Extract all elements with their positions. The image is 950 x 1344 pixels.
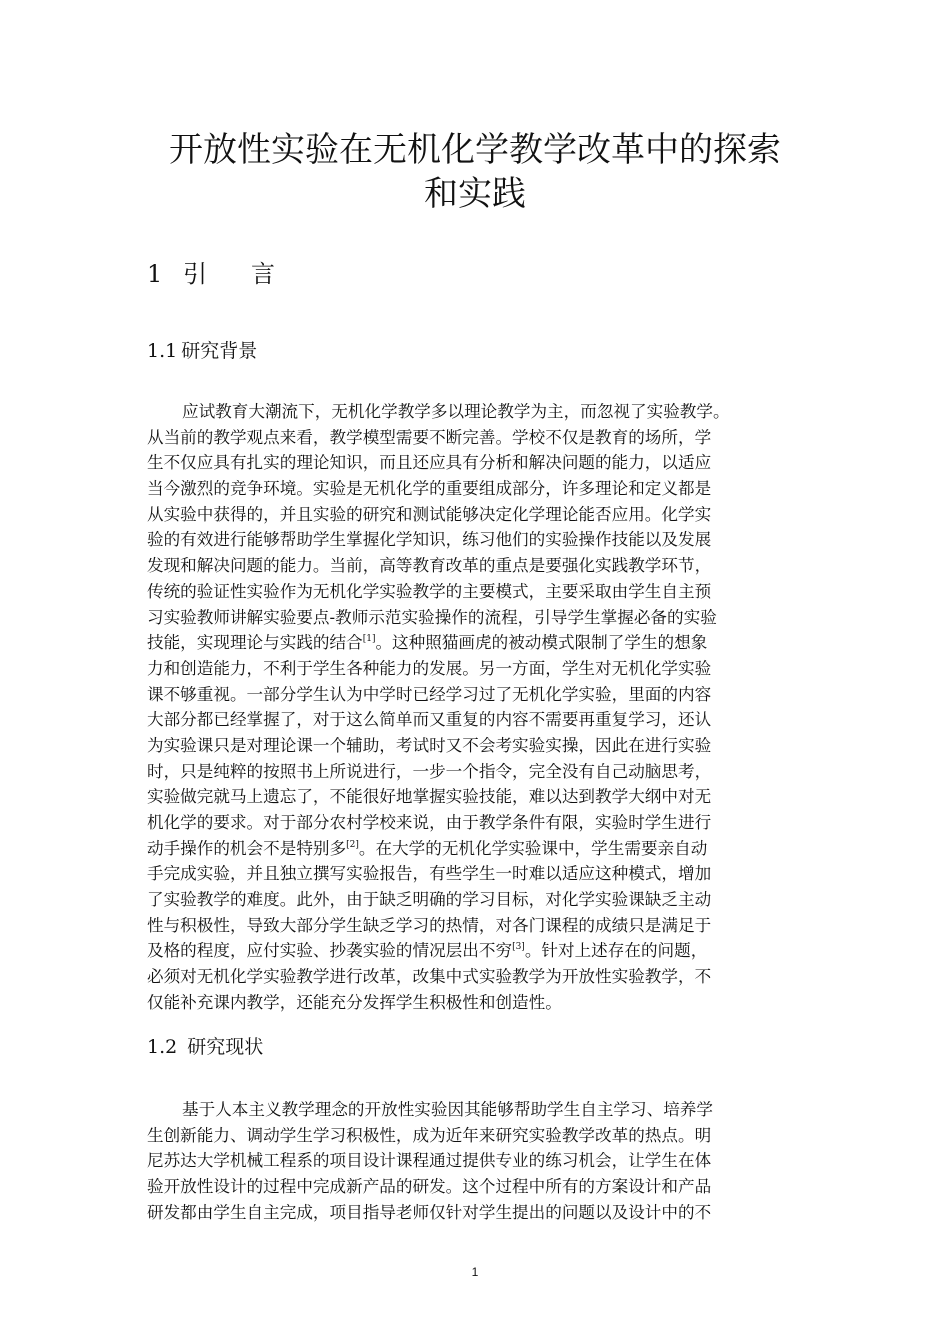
text-line: 必须对无机化学实验教学进行改革，改集中式实验教学为开放性实验教学，不 [147,967,712,987]
subsection-heading-1-1 [147,337,257,365]
paragraph-status [147,1097,807,1225]
text-line: 验开放性设计的过程中完成新产品的研发。这个过程中所有的方案设计和产品 [147,1177,712,1197]
text-fragment: 技能，实现理论与实践的结合 [147,633,363,653]
text-line: 应试教育大潮流下，无机化学教学多以理论教学为主，而忽视了实验教学。 [182,402,730,421]
subsection-title: 研究背景 [181,340,258,362]
text-line: 力和创造能力，不利于学生各种能力的发展。另一方面，学生对无机化学实验 [147,658,712,678]
section-title: 引言 [183,260,319,288]
text-line: 从实验中获得的，并且实验的研究和测试能够决定化学理论能否应用。化学实 [147,504,712,524]
paper-title [0,128,950,216]
text-line: 了实验教学的难度。此外，由于缺乏明确的学习目标，对化学实验课缺乏主动 [147,890,712,910]
text-fragment: 及格的程度，应付实验、抄袭实验的情况层出不穷 [147,941,513,961]
subsection-number: 1.2 [147,1036,178,1058]
text-line: 手完成实验，并且独立撰写实验报告，有些学生一时难以适应这种模式，增加 [147,864,712,884]
text-line [147,630,807,656]
text-line: 仅能补充课内教学，还能充分发挥学生积极性和创造性。 [147,992,562,1012]
section-number: 1 [147,260,163,288]
text-line [147,836,807,862]
text-line: 研发都由学生自主完成，项目指导老师仅针对学生提出的问题以及设计中的不 [147,1202,712,1222]
page-number: 1 [471,1265,479,1279]
text-line: 大部分都已经掌握了，对于这么简单而又重复的内容不需要再重复学习，还认 [147,710,712,730]
subsection-heading-1-2 [147,1033,263,1061]
text-line: 尼苏达大学机械工程系的项目设计课程通过提供专业的练习机会，让学生在体 [147,1151,712,1171]
text-line: 时，只是纯粹的按照书上所说进行，一步一个指令，完全没有自己动脑思考， [147,761,712,781]
title-line-2: 和实践 [424,174,526,214]
text-line: 传统的验证性实验作为无机化学实验教学的主要模式，主要采取由学生自主预 [147,581,712,601]
citation-2: [2] [346,839,359,850]
text-line: 机化学的要求。对于部分农村学校来说，由于教学条件有限，实验时学生进行 [147,813,712,832]
text-line: 为实验课只是对理论课一个辅助，考试时又不会考实验实操，因此在进行实验 [147,735,712,755]
paragraph-background [147,399,807,1016]
section-heading-1 [147,258,319,290]
text-line: 验的有效进行能够帮助学生掌握化学知识，练习他们的实验操作技能以及发展 [147,530,712,550]
text-line: 课不够重视。一部分学生认为中学时已经学习过了无机化学实验，里面的内容 [147,684,712,704]
text-line: 生创新能力、调动学生学习积极性，成为近年来研究实验教学改革的热点。明 [147,1125,712,1145]
text-line: 性与积极性，导致大部分学生缺乏学习的热情，对各门课程的成绩只是满足于 [147,915,712,935]
text-fragment: 。针对上述存在的问题， [524,941,708,961]
text-line: 生不仅应具有扎实的理论知识，而且还应具有分析和解决问题的能力，以适应 [147,453,712,473]
text-fragment: 。在大学的无机化学实验课中，学生需要亲自动 [358,838,708,858]
text-line: 从当前的教学观点来看，教学模型需要不断完善。学校不仅是教育的场所，学 [147,427,712,447]
text-line: 当今激烈的竞争环境。实验是无机化学的重要组成部分，许多理论和定义都是 [147,479,712,499]
title-line-1: 开放性实验在无机化学教学改革中的探索 [169,130,781,170]
subsection-title: 研究现状 [187,1036,264,1058]
text-line [147,938,807,964]
text-fragment: 动手操作的机会不是特别多 [147,838,347,858]
text-line: 习实验教师讲解实验要点-教师示范实验操作的流程，引导学生掌握必备的实验 [147,607,717,627]
citation-1: [1] [362,634,376,645]
text-line: 发现和解决问题的能力。当前，高等教育改革的重点是要强化实践教学环节， [147,556,712,576]
text-line: 基于人本主义教学理念的开放性实验因其能够帮助学生自主学习、培养学 [182,1100,713,1119]
text-fragment: 。这种照猫画虎的被动模式限制了学生的想象 [375,633,708,653]
text-line: 实验做完就马上遗忘了，不能很好地掌握实验技能，难以达到教学大纲中对无 [147,787,712,807]
citation-3: [3] [512,942,525,953]
subsection-number: 1.1 [147,340,178,362]
